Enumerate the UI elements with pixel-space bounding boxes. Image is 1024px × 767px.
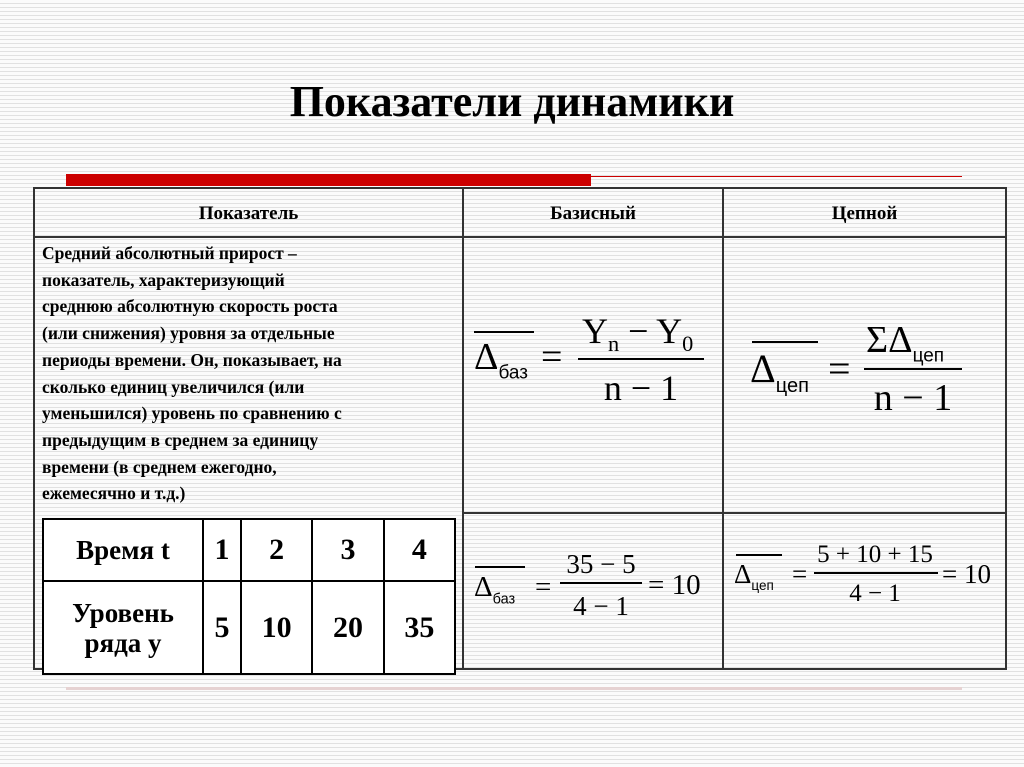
- time-label: Время t: [43, 519, 203, 581]
- mean-overline: [752, 341, 818, 343]
- indicator-description: Средний абсолютный прирост – показатель, характеризующий среднюю абсолютную скорость роста (или снижения) уровня за отдельные периоды времени. Он, показывает, на сколько единиц увеличился (или уменьшился) уровень по сравнению с предыдущим в среднем за единицу времени (в среднем ежегодно, ежемесячно и т.д.): [42, 243, 342, 504]
- delta-subscript: баз: [492, 591, 516, 608]
- fraction-denominator: n − 1: [873, 377, 953, 419]
- equals-sign: =: [535, 571, 552, 603]
- delta-base-symbol: [474, 335, 528, 396]
- numerator-sub-n: n: [608, 330, 620, 356]
- fraction-denominator: n − 1: [603, 368, 679, 408]
- numerator-y: Y: [582, 311, 608, 351]
- level-value: 10: [241, 581, 312, 674]
- delta-chain-symbol: [734, 558, 774, 602]
- table-header-divider: [33, 236, 1007, 238]
- sigma-delta: ΣΔ: [866, 319, 913, 361]
- fraction-bar: [864, 368, 962, 370]
- numerator-sub-0: 0: [682, 330, 694, 356]
- header-chain: Цепной: [831, 203, 898, 224]
- red-accent-bar: [66, 174, 591, 186]
- delta-subscript: цеп: [751, 577, 774, 593]
- table-border-right: [1005, 187, 1007, 670]
- delta-subscript: баз: [498, 362, 528, 384]
- fraction-bar: [814, 572, 938, 574]
- equals-sign: =: [792, 559, 808, 589]
- delta-glyph: Δ: [474, 336, 499, 378]
- header-indicator: Показатель: [198, 203, 299, 224]
- mean-overline: [474, 331, 534, 333]
- table-border-left: [33, 187, 35, 670]
- numerator-minus: −: [619, 311, 657, 351]
- formula-result: = 10: [648, 569, 701, 601]
- table-row-divider: [463, 512, 1007, 514]
- series-table: [42, 518, 456, 675]
- delta-base-symbol: [474, 570, 515, 616]
- table-col-divider-2: [722, 187, 724, 670]
- mean-overline: [736, 554, 782, 556]
- red-accent-line: [591, 176, 962, 177]
- time-value: 2: [241, 519, 312, 581]
- bottom-divider: [66, 687, 962, 690]
- level-value: 20: [312, 581, 383, 674]
- slide-title: Показатели динамики: [289, 77, 735, 126]
- level-row: [43, 581, 455, 674]
- equals-sign: =: [828, 346, 851, 391]
- level-label: Уровень ряда y: [43, 581, 203, 674]
- level-value: 35: [384, 581, 455, 674]
- delta-glyph: Δ: [750, 346, 776, 391]
- level-value: 5: [203, 581, 241, 674]
- fraction-numerator: 35 − 5: [566, 549, 636, 579]
- fraction-denominator: 4 − 1: [573, 591, 629, 621]
- time-value: 1: [203, 519, 241, 581]
- time-row: [43, 519, 455, 581]
- fraction-bar: [560, 582, 642, 584]
- table-col-divider-1: [462, 187, 464, 670]
- delta-glyph: Δ: [474, 571, 493, 603]
- delta-chain-symbol: [750, 346, 809, 409]
- time-value: 4: [384, 519, 455, 581]
- delta-subscript: цеп: [775, 375, 809, 397]
- delta-glyph: Δ: [734, 559, 752, 589]
- header-base: Базисный: [550, 203, 636, 224]
- equals-sign: =: [541, 336, 563, 378]
- numerator-subscript: цеп: [912, 345, 945, 367]
- fraction-bar: [578, 358, 704, 360]
- fraction-numerator: 5 + 10 + 15: [817, 541, 933, 568]
- mean-overline: [475, 566, 525, 568]
- numerator-y0: Y: [656, 311, 683, 351]
- formula-result: = 10: [942, 559, 991, 589]
- fraction-denominator: 4 − 1: [849, 580, 901, 607]
- time-value: 3: [312, 519, 383, 581]
